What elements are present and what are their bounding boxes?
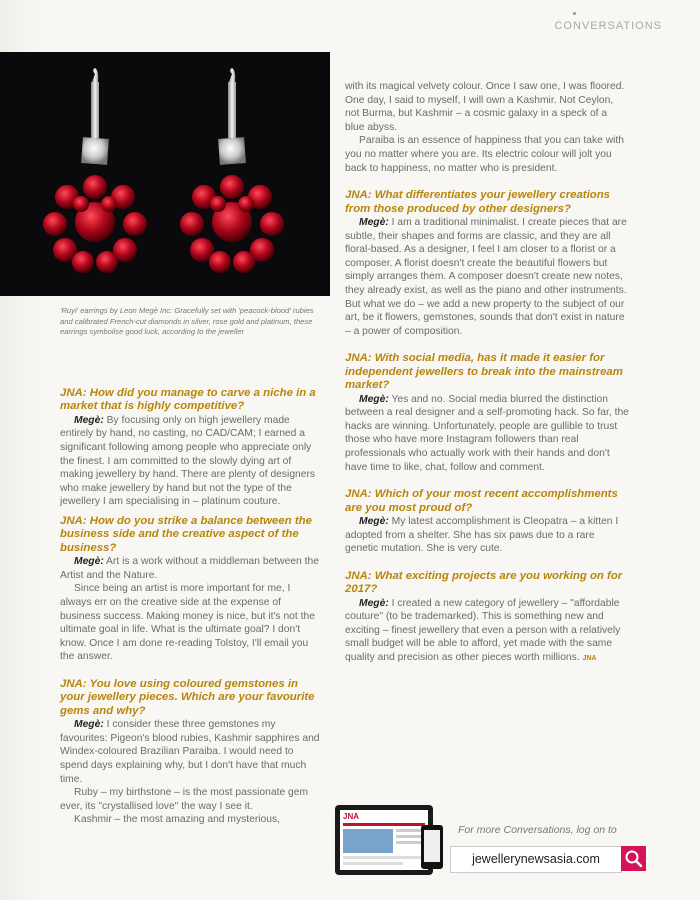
question: JNA: What differentiates your jewellery creations from those produced by other designers?	[345, 189, 611, 215]
speaker-label: Megè:	[359, 597, 389, 609]
answer	[60, 555, 324, 582]
question: JNA: What exciting projects are you working on for 2017?	[345, 569, 623, 596]
question: JNA: How did you manage to carve a niche in a market that is highly competitive?	[60, 387, 316, 413]
question: JNA: How do you strike a balance between the business side and the creative aspect of the business?	[60, 514, 312, 554]
answer	[60, 414, 324, 509]
answer-paragraph: Kashmir – the most amazing and mysterious,	[74, 814, 281, 826]
answer	[345, 597, 629, 666]
right-column	[345, 80, 629, 665]
answer	[345, 515, 629, 556]
tablet-image	[335, 805, 433, 875]
ruby-earrings-image	[0, 52, 330, 296]
website-url[interactable]: jewellerynewsasia.com	[450, 846, 622, 873]
phone-image	[421, 825, 443, 869]
speaker-label: Megè:	[359, 216, 389, 228]
search-button[interactable]	[621, 846, 646, 871]
speaker-label: Megè:	[74, 414, 104, 426]
answer	[60, 718, 324, 786]
answer-paragraph: Ruby – my birthstone – is the most passionate gem ever, its "crystallised love" the way I see it.	[60, 787, 309, 812]
answer-text: I created a new category of jewellery – "affordable couture" (to be trademarked). This is something new and exciting – finest jewellery that even a person with a relatively small budget will be able to afford, yet made with the same quality and precision as other pieces worth millions.	[345, 597, 621, 663]
answer-text: I am a traditional minimalist. I create pieces that are subtle, their shapes and forms are classic, and they are all floral-based. As a designer, I feel I am closer to a florist or a composer. A florist doesn't create the beautiful flowers but simply arranges them. A composer doesn't create new notes, they already exist, as well as the piano and other instruments. But what we do – we add a new property to the subject of our art, be it flowers, gemstones, sounds that don't exist in nature – a power of composition.	[345, 216, 627, 337]
section-header: CONVERSATIONS	[554, 20, 662, 32]
answer-text: I consider these three gemstones my favourites: Pigeon's blood rubies, Kashmir sapphires and Windex-coloured Brazilian Paraiba. I would need to spend days explaining why, but I don't have that much time.	[60, 719, 320, 785]
search-icon	[621, 846, 646, 871]
end-mark: JNA	[582, 654, 597, 662]
answer-paragraph: Since being an artist is more important for me, I always err on the creative side at the expense of business success. Making money is nice, but it's not the ultimate goal in life. What is the ultimate goal? I don't know. Once I am done re-reading Tolstoy, I'll email you the answer.	[60, 583, 315, 663]
earrings-photo	[0, 52, 330, 296]
footer-promo	[335, 805, 665, 880]
speaker-label: Megè:	[359, 515, 389, 527]
answer-text: Yes and no. Social media blurred the distinction between a real designer and a self-promoting hack. So far, the hacks are winning. Unfortunately, people are gullible to trust those who have more Instagram followers than real professionals who actually work with their hands and don't have time to like, chat, follow and comment.	[345, 393, 629, 473]
header-dot	[573, 12, 576, 15]
answer	[345, 393, 629, 475]
speaker-label: Megè:	[74, 556, 104, 568]
answer-text: Art is a work without a middleman between the Artist and the Nature.	[60, 556, 319, 581]
question: JNA: You love using coloured gemstones in your jewellery pieces. Which are your favourite gems and why?	[60, 677, 315, 717]
answer-text: By focusing only on high jewellery made entirely by hand, no casting, no CAD/CAM; I earned a significant following among people who appreciate only the finest. I am committed to the slowly dying art of making jewellery by hand. There are plenty of designers who make jewellery by hand but not the type of the jewellery I am specialising in – platinum couture.	[60, 414, 316, 508]
continuation-text: with its magical velvety colour. Once I saw one, I was floored. One day, I said to myself, I will own a Kashmir. Not Ceylon, not Burma, but Kashmir – a cosmic galaxy in a speck of a blue abyss.	[345, 81, 625, 133]
speaker-label: Megè:	[74, 719, 104, 731]
tablet-logo: JNA	[343, 812, 360, 821]
photo-caption: 'Ruyi' earrings by Leon Megè Inc: Gracefully set with 'peacock-blood' rubies and calibrated French-cut diamonds in silver, rose gold and platinum, these earrings symbolise good luck, according to the jeweller	[60, 306, 314, 336]
question: JNA: Which of your most recent accomplishments are you most proud of?	[345, 488, 618, 514]
answer	[345, 216, 629, 338]
left-column	[60, 387, 324, 827]
answer-text: My latest accomplishment is Cleopatra – a kitten I adopted from a shelter. She has six paws due to a rare genetic mutation. She is very cute.	[345, 515, 619, 555]
promo-text: For more Conversations, log on to	[458, 824, 617, 836]
question: JNA: With social media, has it made it easier for independent jewellers to break into the mainstream market?	[345, 352, 623, 392]
speaker-label: Megè:	[359, 393, 389, 405]
continuation-paragraph: Paraiba is an essence of happiness that you can take with you no matter where you are. Its electric colour will jolt you back to happiness, no matter who is president.	[345, 135, 625, 174]
